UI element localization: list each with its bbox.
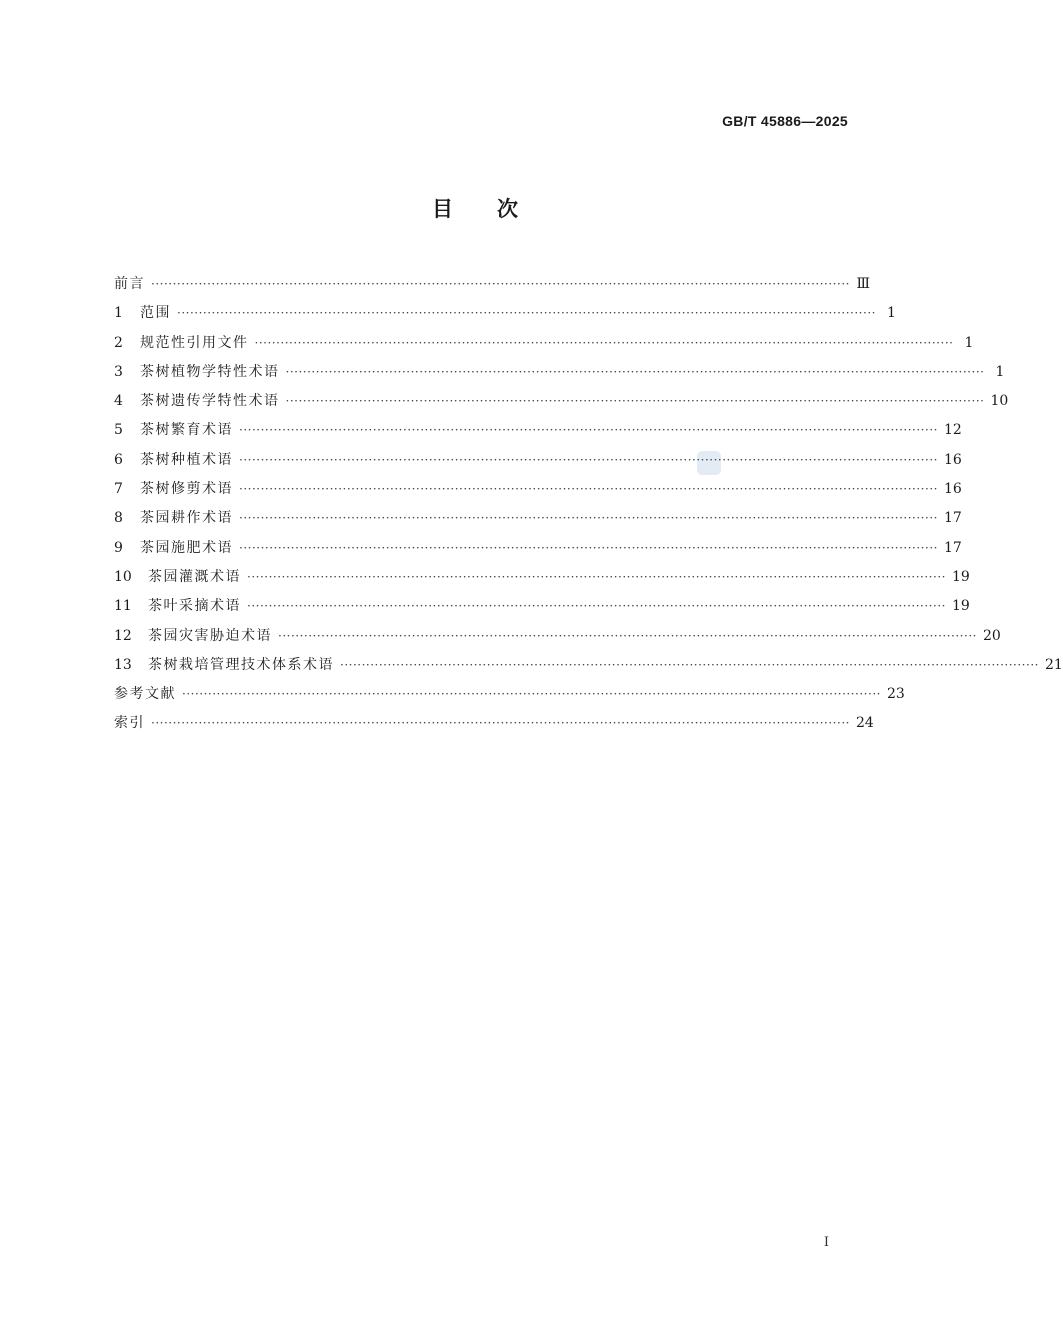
toc-entry-label: 茶树种植术语 (140, 451, 233, 468)
toc-entry-page: 21 (1044, 656, 1063, 673)
toc-leader-dots: ·································································································································································· (285, 364, 985, 379)
toc-entry-label: 前言 (114, 276, 145, 292)
toc-entry-5[interactable] (114, 416, 962, 445)
toc-entry-4[interactable] (114, 387, 1009, 416)
toc-entry-page: 20 (982, 627, 1001, 644)
toc-leader-dots: ·································································································································································· (247, 599, 946, 614)
toc-entry-11[interactable] (114, 592, 970, 621)
toc-entry-page: 10 (990, 393, 1009, 410)
toc-entry-label: 茶树繁育术语 (140, 422, 233, 439)
toc-entry-index[interactable] (114, 709, 874, 738)
toc-entry-label: 茶园施肥术语 (140, 539, 233, 556)
toc-entry-10[interactable] (114, 563, 970, 592)
toc-entry-8[interactable] (114, 504, 962, 533)
toc-entry-13[interactable] (114, 651, 1063, 680)
toc-entry-number: 7 (114, 481, 123, 498)
toc-leader-dots: ·································································································································································· (151, 277, 850, 291)
toc-entry-2[interactable] (114, 329, 974, 358)
toc-leader-dots: ·································································································································································· (247, 569, 946, 584)
toc-entry-label: 范围 (140, 305, 171, 322)
toc-entry-foreword[interactable] (114, 270, 870, 299)
toc-leader-dots: ·································································································································································· (239, 540, 938, 555)
toc-entry-label: 规范性引用文件 (140, 334, 249, 351)
toc-entry-page: 16 (943, 481, 962, 498)
toc-entry-9[interactable] (114, 534, 962, 563)
toc-entry-number: 13 (114, 656, 132, 673)
toc-entry-label: 茶园灌溉术语 (148, 568, 241, 585)
toc-leader-dots: ·································································································································································· (340, 657, 1039, 672)
standard-number: GB/T 45886—2025 (722, 113, 848, 129)
toc-entry-page: 1 (964, 334, 974, 351)
toc-entry-page: Ⅲ (856, 276, 870, 292)
toc-leader-dots: ·································································································································································· (278, 628, 977, 643)
toc-entry-7[interactable] (114, 475, 962, 504)
toc-entry-1[interactable] (114, 299, 896, 328)
toc-entry-12[interactable] (114, 622, 1001, 651)
toc-entry-page: 1 (995, 363, 1005, 380)
toc-entry-label: 茶树修剪术语 (140, 481, 233, 498)
toc-leader-dots: ·································································································································································· (239, 423, 938, 438)
toc-entry-6[interactable] (114, 446, 962, 475)
toc-entry-3[interactable] (114, 358, 1005, 387)
toc-entry-label: 参考文献 (114, 686, 176, 703)
table-of-contents (114, 270, 1063, 739)
toc-entry-page: 12 (943, 422, 962, 439)
toc-entry-number: 8 (114, 510, 123, 527)
toc-entry-label: 茶园灾害胁迫术语 (148, 627, 272, 644)
toc-entry-label: 茶树栽培管理技术体系术语 (148, 656, 334, 673)
toc-entry-page: 16 (943, 451, 962, 468)
toc-entry-page: 24 (855, 715, 874, 732)
toc-leader-dots: ·································································································································································· (239, 452, 938, 467)
toc-entry-label: 茶树遗传学特性术语 (140, 393, 280, 410)
toc-leader-dots: ·································································································································································· (182, 687, 881, 702)
page-number: I (823, 1235, 829, 1250)
toc-entry-number: 11 (114, 598, 132, 615)
toc-entry-number: 6 (114, 451, 123, 468)
toc-leader-dots: ·································································································································································· (151, 716, 850, 731)
toc-entry-page: 17 (943, 510, 962, 527)
toc-leader-dots: ·································································································································································· (239, 511, 938, 526)
toc-entry-page: 17 (943, 539, 962, 556)
toc-entry-page: 19 (951, 568, 970, 585)
page-title: 目次 (432, 197, 562, 221)
toc-entry-label: 茶树植物学特性术语 (140, 363, 280, 380)
toc-entry-label: 索引 (114, 715, 145, 732)
toc-entry-page: 19 (951, 598, 970, 615)
toc-entry-label: 茶叶采摘术语 (148, 598, 241, 615)
toc-entry-page: 23 (886, 686, 905, 703)
toc-entry-number: 9 (114, 539, 123, 556)
toc-entry-number: 5 (114, 422, 123, 439)
toc-entry-number: 4 (114, 393, 123, 410)
toc-entry-number: 3 (114, 363, 123, 380)
toc-leader-dots: ·································································································································································· (254, 335, 954, 350)
toc-entry-page: 1 (887, 305, 896, 322)
toc-leader-dots: ·································································································································································· (239, 482, 938, 497)
toc-entry-number: 1 (114, 305, 123, 322)
toc-entry-number: 2 (114, 334, 123, 351)
toc-entry-number: 10 (114, 568, 132, 585)
toc-entry-number: 12 (114, 627, 132, 644)
toc-leader-dots: ·································································································································································· (177, 306, 876, 321)
toc-leader-dots: ·································································································································································· (285, 394, 985, 409)
toc-entry-label: 茶园耕作术语 (140, 510, 233, 527)
toc-entry-bibliography[interactable] (114, 680, 905, 709)
